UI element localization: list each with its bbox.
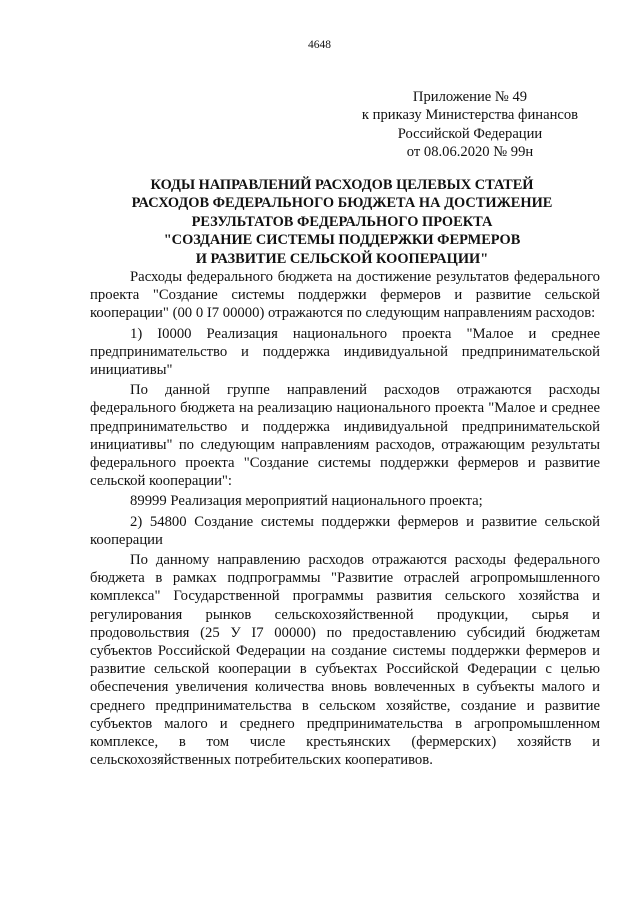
title-line: РАСХОДОВ ФЕДЕРАЛЬНОГО БЮДЖЕТА НА ДОСТИЖЕНИЕ <box>131 195 553 212</box>
appendix-ministry: Российской Федерации <box>397 125 543 142</box>
paragraph-item-2-description: По данному направлению расходов отражаются расходы федерального бюджета в рамках подпрограммы "Развитие отраслей агропромышленного комплекса" Государственной программы развития сельского хозяйства и регулирования рынков сельскохозяйственной продукции, сырья и продовольствия (25 У I7 00000) по предоставлению субсидий бюджетам субъектов Российской Федерации на создание системы поддержки фермеров и развитие сельской кооперации в субъектах Российской Федерации с целью обеспечения увеличения количества вновь вовлеченных в субъекты малого и среднего предпринимательства в сельском хозяйстве, создание и развитие субъектов малого и среднего предпринимательства в агропромышленном комплексе, в том числе крестьянских (фермерских) хозяйств и сельскохозяйственных потребительских кооперативов. <box>90 552 600 769</box>
appendix-number: Приложение № 49 <box>412 89 528 105</box>
paragraph-item-1: 1) I0000 Реализация национального проекта "Малое и среднее предпринимательство и поддержка индивидуальной предпринимательской инициативы" <box>90 325 600 379</box>
title-line: РЕЗУЛЬТАТОВ ФЕДЕРАЛЬНОГО ПРОЕКТА <box>191 213 493 230</box>
document-title <box>72 176 612 268</box>
paragraph-code-89999: 89999 Реализация мероприятий национального проекта; <box>130 493 483 510</box>
title-line: КОДЫ НАПРАВЛЕНИЙ РАСХОДОВ ЦЕЛЕВЫХ СТАТЕЙ <box>150 177 534 193</box>
paragraph-item-1-description: По данной группе направлений расходов отражаются расходы федерального бюджета на реализацию национального проекта "Малое и среднее предпринимательство и поддержка индивидуальной предпринимательской инициативы" по следующим направлениям расходов, отражающим результаты федерального проекта "Создание системы поддержки фермеров и развитие сельской кооперации": <box>90 382 600 490</box>
appendix-header <box>340 88 600 162</box>
paragraph-intro: Расходы федерального бюджета на достижение результатов федерального проекта "Создание системы поддержки фермеров и развитие сельской кооперации" (00 0 I7 00000) отражаются по следующим направлениям расходов: <box>90 269 600 322</box>
appendix-date: от 08.06.2020 № 99н <box>406 144 534 161</box>
document-body <box>90 268 600 771</box>
page-number: 4648 <box>308 39 331 51</box>
title-line: "СОЗДАНИЕ СИСТЕМЫ ПОДДЕРЖКИ ФЕРМЕРОВ <box>163 232 521 249</box>
title-line: И РАЗВИТИЕ СЕЛЬСКОЙ КООПЕРАЦИИ" <box>195 250 489 267</box>
paragraph-item-2: 2) 54800 Создание системы поддержки фермеров и развитие сельской кооперации <box>90 513 600 548</box>
appendix-order-ref: к приказу Министерства финансов <box>361 107 579 124</box>
